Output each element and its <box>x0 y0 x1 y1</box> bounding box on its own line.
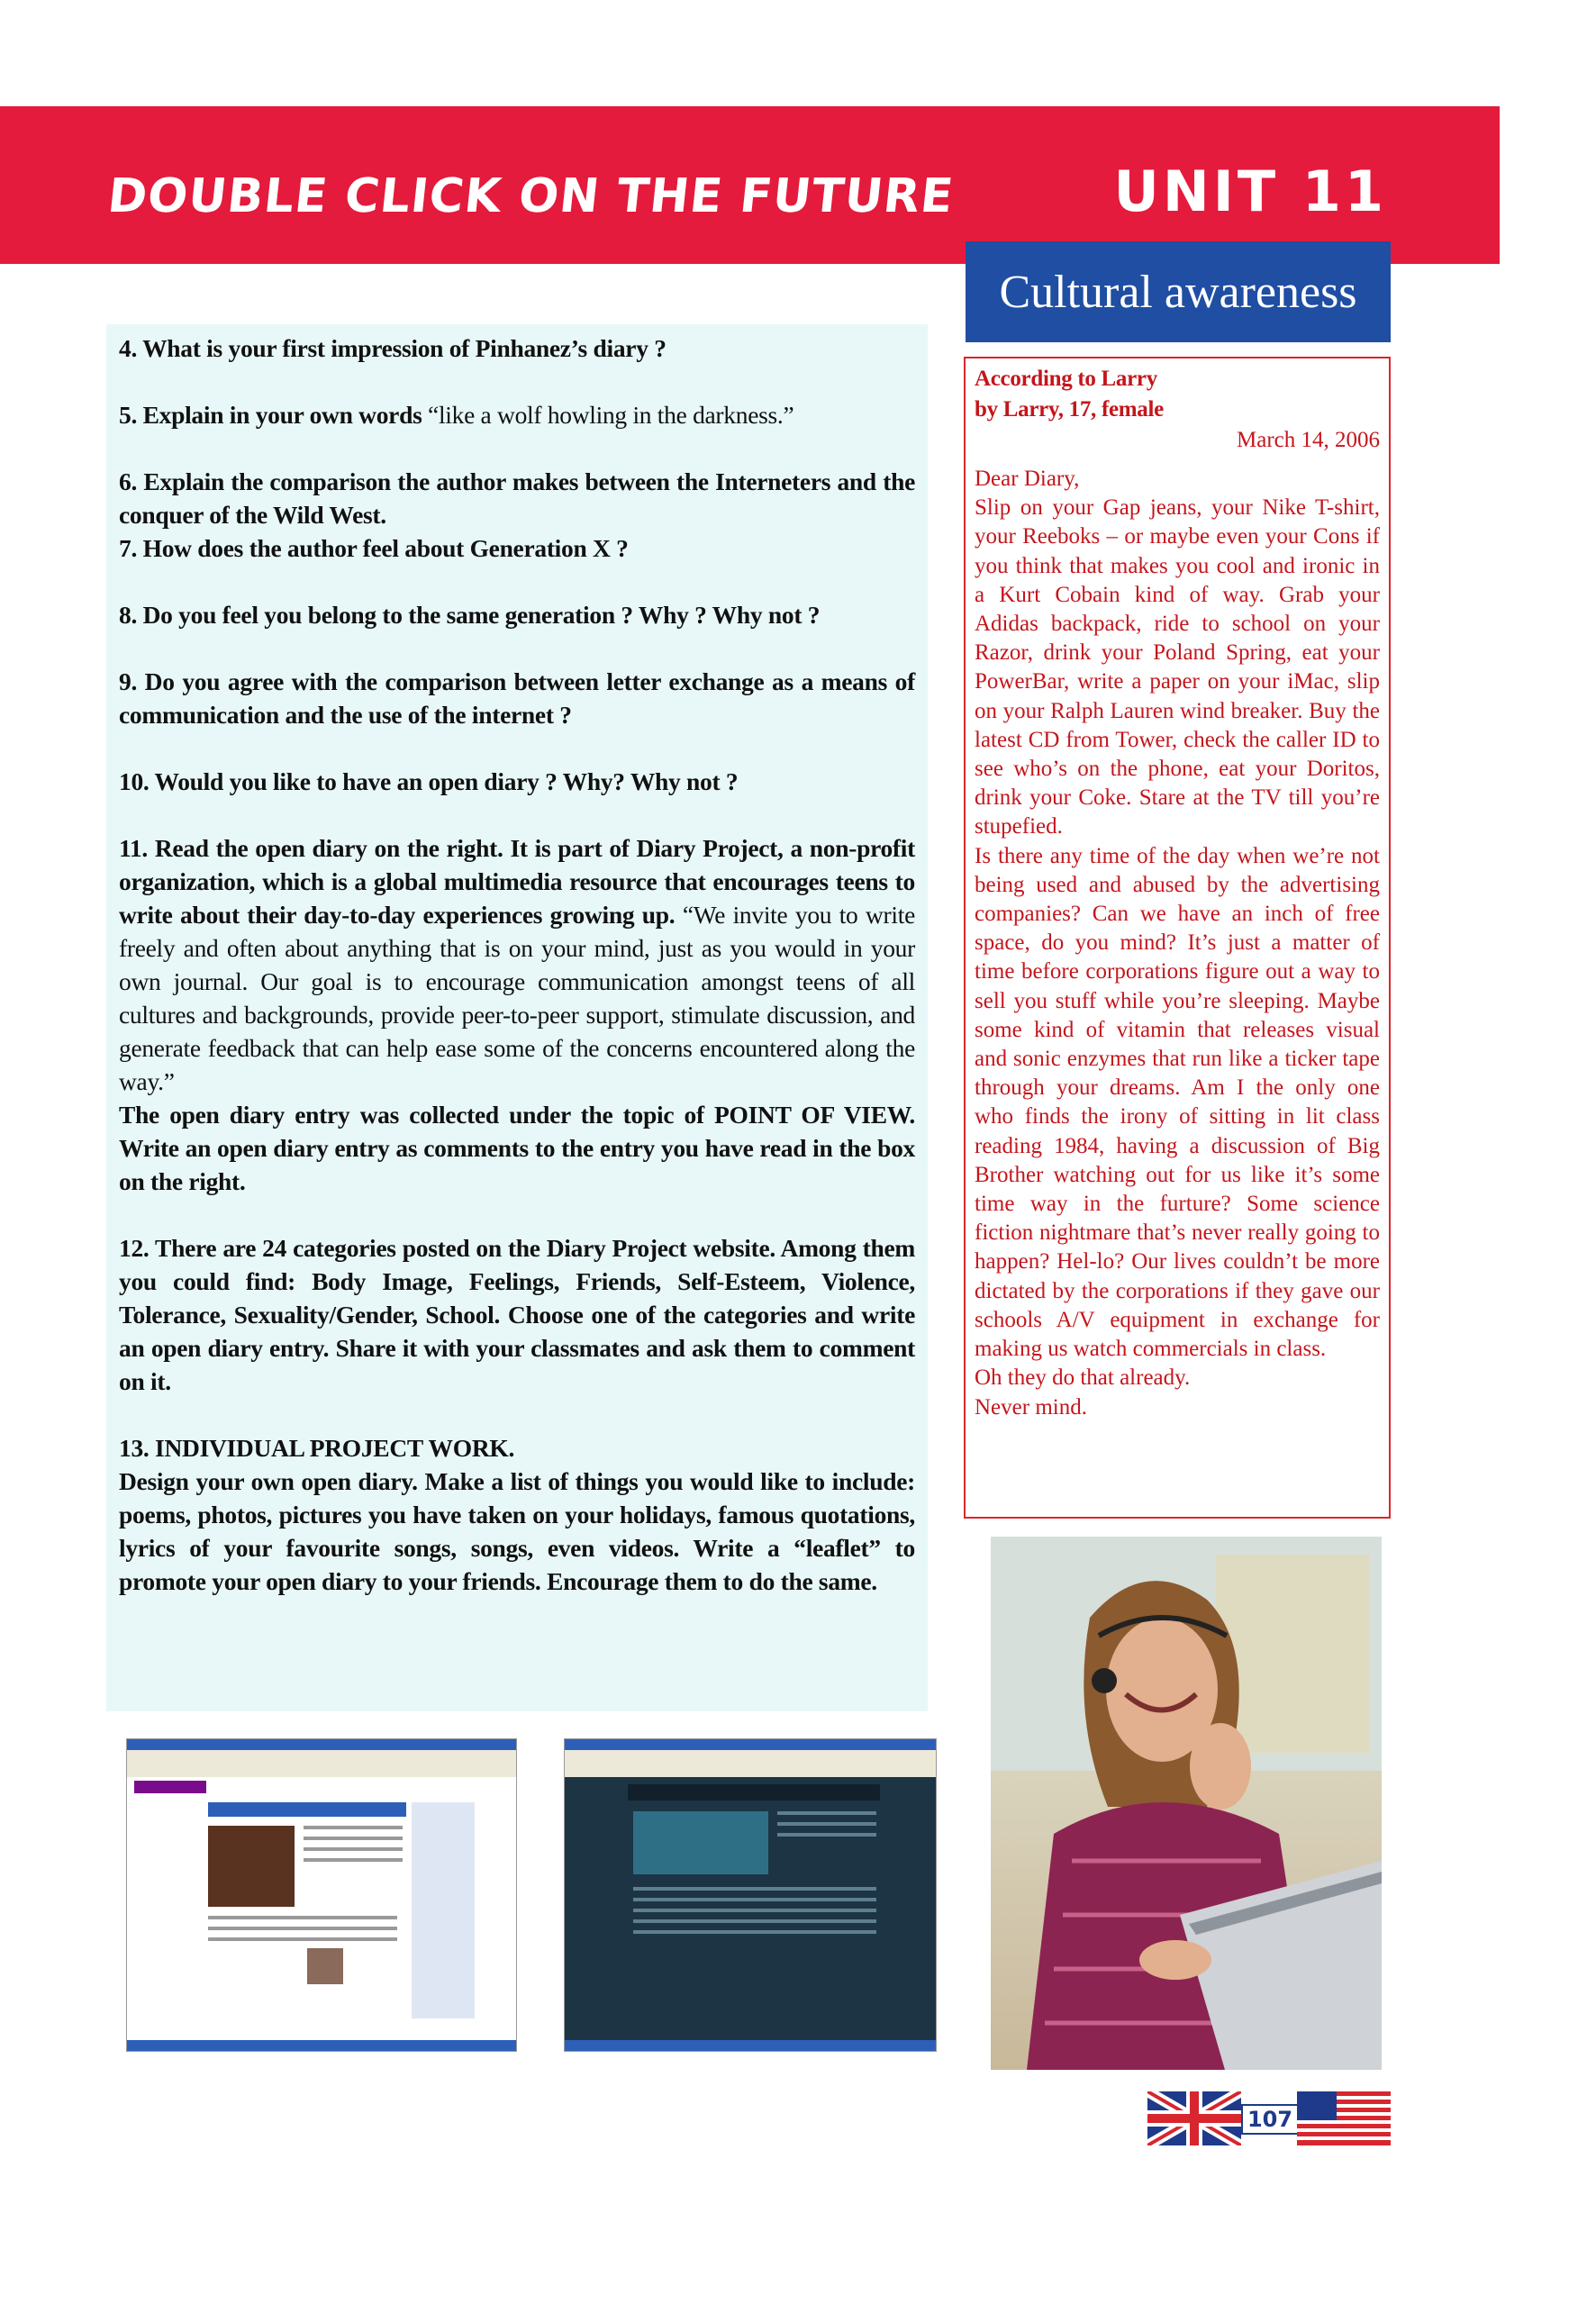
page-footer <box>1147 2091 1391 2145</box>
diary-byline: by Larry, 17, female <box>975 397 1164 422</box>
question-4: 4. What is your first impression of Pinhanez’s diary ? <box>119 334 667 362</box>
question-13-body: Design your own open diary. Make a list of things you would like to include: poems, photos, pictures you have taken on your holidays, famous quotations, lyrics of your favourite songs, songs, even videos. Write a “leaflet” to promote your open diary to your friends. Encourage them to do the same. <box>119 1467 915 1595</box>
question-9: 9. Do you agree with the comparison between letter exchange as a means of communication and the use of the internet ? <box>119 667 915 729</box>
uk-flag-icon <box>1147 2091 1241 2145</box>
diary-greeting: Dear Diary, <box>975 467 1080 491</box>
question-12: 12. There are 24 categories posted on the Diary Project website. Among them you could find: Body Image, Feelings, Friends, Self-Esteem, Violence, Tolerance, Sexuality/Gender, School. Choose one of the categories and write an open diary entry. Share it with your classmates and ask them to comment on it. <box>119 1234 915 1395</box>
unit-label: UNIT 11 <box>1113 159 1387 224</box>
open-diary-box <box>964 357 1391 1519</box>
question-11-task: The open diary entry was collected under the topic of POINT OF VIEW. Write an open diary entry as comments to the entry you have read in the box on the right. <box>119 1101 915 1195</box>
browser-window-illustration <box>565 1739 936 2051</box>
browser-window-illustration <box>127 1739 516 2051</box>
diary-date: March 14, 2006 <box>1237 428 1380 452</box>
question-10: 10. Would you like to have an open diary ? Why? Why not ? <box>119 767 739 795</box>
section-tab: Cultural awareness <box>966 241 1391 342</box>
photo-illustration <box>991 1537 1382 2070</box>
website-screenshot-dark <box>564 1738 937 2052</box>
question-11: 11. Read the open diary on the right. It is part of Diary Project, a non-profit organization, which is a global multimedia resource that encourages teens to write about their day-to-day experiences growing up. “We invite you to write freely and often about anything that is on your mind, just as you would in your own journal. Our goal is to encourage communication amongst teens of all cultures and backgrounds, provide peer-to-peer support, stimulate discussion, and generate feedback that can help ease some of the concerns encountered along the way.” <box>119 834 915 1095</box>
question-7: 7. How does the author feel about Generation X ? <box>119 534 629 562</box>
website-screenshot-sports <box>126 1738 517 2052</box>
diary-heading: According to Larry <box>975 367 1157 391</box>
diary-text <box>975 465 1380 1422</box>
diary-paragraph: Slip on your Gap jeans, your Nike T-shirt, your Reeboks – or maybe even your Cons if you think that makes you cool and ironic in a Kurt Cobain kind of way. Grab your Adidas backpack, ride to school on your Razor, drink your Poland Spring, eat your PowerBar, write a paper on your iMac, slip on your Ralph Lauren wind breaker. Buy the latest CD from Tower, check the caller ID to see who’s on the phone, eat your Doritos, drink your Coke. Stare at the TV till you’re stupefied. <box>975 495 1380 839</box>
page-number: 107 <box>1241 2104 1299 2135</box>
page-title: DOUBLE CLICK ON THE FUTURE <box>104 169 957 223</box>
girl-with-laptop-photo <box>991 1537 1382 2070</box>
question-13-title: 13. INDIVIDUAL PROJECT WORK. <box>119 1434 515 1462</box>
question-8: 8. Do you feel you belong to the same generation ? Why ? Why not ? <box>119 601 821 629</box>
diary-paragraph: Oh they do that already. <box>975 1365 1191 1391</box>
question-5: 5. Explain in your own words “like a wolf howling in the darkness.” <box>119 401 794 429</box>
diary-paragraph: Never mind. <box>975 1394 1087 1420</box>
questions-panel <box>106 324 928 1711</box>
question-6: 6. Explain the comparison the author makes between the Interneters and the conquer of the Wild West. <box>119 467 915 529</box>
diary-paragraph: Is there any time of the day when we’re not being used and abused by the advertising companies? Can we have an inch of free space, do you mind? It’s just a matter of time before corporations figure out a way to sell you stuff while you’re sleeping. Maybe some kind of vitamin that releases visual and sonic enzymes that run like a ticker tape through your dreams. Am I the only one who finds the irony of sitting in lit class reading 1984, having a discussion of Big Brother watching out for us like it’s some time way in the furture? Some science fiction nightmare that’s never really going to happen? Hel-lo? Our lives couldn’t be more dictated by the corporations if they gave our schools A/V equipment in exchange for making us watch commercials in class. <box>975 843 1380 1362</box>
us-flag-icon <box>1297 2091 1391 2145</box>
